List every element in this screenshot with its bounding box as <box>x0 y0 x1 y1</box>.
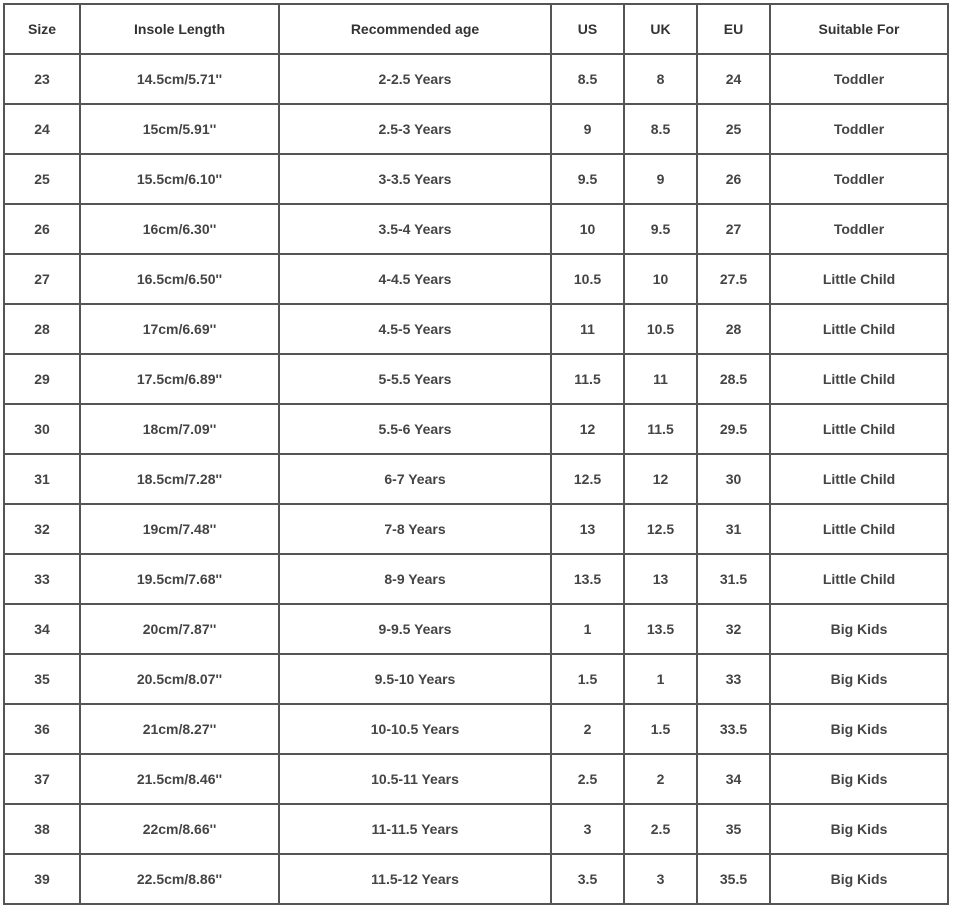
cell-us: 8.5 <box>552 55 625 105</box>
cell-us: 2.5 <box>552 755 625 805</box>
table-row <box>5 655 949 705</box>
cell-size: 29 <box>5 355 81 405</box>
table-row <box>5 305 949 355</box>
cell-size: 38 <box>5 805 81 855</box>
cell-size: 35 <box>5 655 81 705</box>
cell-us: 1.5 <box>552 655 625 705</box>
cell-eu: 26 <box>698 155 771 205</box>
cell-size: 27 <box>5 255 81 305</box>
cell-uk: 9 <box>625 155 698 205</box>
cell-insole-length: 20.5cm/8.07'' <box>81 655 280 705</box>
cell-suitable-for: Toddler <box>771 105 949 155</box>
cell-insole-length: 22.5cm/8.86'' <box>81 855 280 905</box>
cell-eu: 25 <box>698 105 771 155</box>
cell-us: 9 <box>552 105 625 155</box>
header-insole-length: Insole Length <box>81 5 280 55</box>
size-chart-container <box>3 3 949 905</box>
cell-recommended-age: 4-4.5 Years <box>280 255 552 305</box>
table-row <box>5 205 949 255</box>
cell-suitable-for: Little Child <box>771 555 949 605</box>
cell-recommended-age: 8-9 Years <box>280 555 552 605</box>
cell-recommended-age: 3-3.5 Years <box>280 155 552 205</box>
cell-suitable-for: Big Kids <box>771 705 949 755</box>
cell-eu: 27 <box>698 205 771 255</box>
cell-insole-length: 21cm/8.27'' <box>81 705 280 755</box>
cell-uk: 8 <box>625 55 698 105</box>
table-row <box>5 455 949 505</box>
cell-insole-length: 18cm/7.09'' <box>81 405 280 455</box>
cell-us: 3.5 <box>552 855 625 905</box>
cell-eu: 33.5 <box>698 705 771 755</box>
table-row <box>5 805 949 855</box>
cell-recommended-age: 5.5-6 Years <box>280 405 552 455</box>
cell-eu: 33 <box>698 655 771 705</box>
cell-suitable-for: Big Kids <box>771 855 949 905</box>
cell-insole-length: 14.5cm/5.71'' <box>81 55 280 105</box>
cell-uk: 2 <box>625 755 698 805</box>
cell-recommended-age: 11-11.5 Years <box>280 805 552 855</box>
cell-insole-length: 16.5cm/6.50'' <box>81 255 280 305</box>
header-uk: UK <box>625 5 698 55</box>
cell-recommended-age: 9.5-10 Years <box>280 655 552 705</box>
table-row <box>5 555 949 605</box>
cell-insole-length: 17cm/6.69'' <box>81 305 280 355</box>
cell-size: 33 <box>5 555 81 605</box>
cell-us: 13.5 <box>552 555 625 605</box>
cell-recommended-age: 9-9.5 Years <box>280 605 552 655</box>
cell-us: 12.5 <box>552 455 625 505</box>
table-row <box>5 505 949 555</box>
cell-uk: 13 <box>625 555 698 605</box>
table-row <box>5 255 949 305</box>
cell-recommended-age: 10.5-11 Years <box>280 755 552 805</box>
table-row <box>5 155 949 205</box>
cell-recommended-age: 2-2.5 Years <box>280 55 552 105</box>
cell-size: 25 <box>5 155 81 205</box>
cell-size: 39 <box>5 855 81 905</box>
header-size: Size <box>5 5 81 55</box>
cell-eu: 31 <box>698 505 771 555</box>
cell-size: 37 <box>5 755 81 805</box>
cell-uk: 10 <box>625 255 698 305</box>
header-row <box>5 5 949 55</box>
cell-eu: 35 <box>698 805 771 855</box>
cell-suitable-for: Big Kids <box>771 805 949 855</box>
cell-eu: 32 <box>698 605 771 655</box>
cell-recommended-age: 7-8 Years <box>280 505 552 555</box>
cell-uk: 11.5 <box>625 405 698 455</box>
header-suitable-for: Suitable For <box>771 5 949 55</box>
cell-us: 1 <box>552 605 625 655</box>
header-recommended-age: Recommended age <box>280 5 552 55</box>
cell-insole-length: 22cm/8.66'' <box>81 805 280 855</box>
table-row <box>5 105 949 155</box>
cell-recommended-age: 10-10.5 Years <box>280 705 552 755</box>
cell-insole-length: 15cm/5.91'' <box>81 105 280 155</box>
cell-recommended-age: 6-7 Years <box>280 455 552 505</box>
cell-eu: 30 <box>698 455 771 505</box>
cell-eu: 24 <box>698 55 771 105</box>
cell-eu: 28 <box>698 305 771 355</box>
cell-uk: 12.5 <box>625 505 698 555</box>
cell-eu: 34 <box>698 755 771 805</box>
cell-us: 11.5 <box>552 355 625 405</box>
cell-size: 31 <box>5 455 81 505</box>
cell-uk: 2.5 <box>625 805 698 855</box>
cell-size: 30 <box>5 405 81 455</box>
cell-uk: 11 <box>625 355 698 405</box>
cell-size: 26 <box>5 205 81 255</box>
table-row <box>5 855 949 905</box>
table-row <box>5 55 949 105</box>
cell-us: 12 <box>552 405 625 455</box>
cell-suitable-for: Little Child <box>771 505 949 555</box>
table-row <box>5 605 949 655</box>
cell-insole-length: 20cm/7.87'' <box>81 605 280 655</box>
cell-insole-length: 19.5cm/7.68'' <box>81 555 280 605</box>
cell-eu: 31.5 <box>698 555 771 605</box>
cell-uk: 8.5 <box>625 105 698 155</box>
cell-recommended-age: 11.5-12 Years <box>280 855 552 905</box>
table-row <box>5 405 949 455</box>
cell-size: 23 <box>5 55 81 105</box>
table-body <box>5 55 949 905</box>
cell-us: 13 <box>552 505 625 555</box>
cell-us: 9.5 <box>552 155 625 205</box>
cell-recommended-age: 4.5-5 Years <box>280 305 552 355</box>
cell-suitable-for: Toddler <box>771 155 949 205</box>
cell-insole-length: 15.5cm/6.10'' <box>81 155 280 205</box>
cell-suitable-for: Big Kids <box>771 655 949 705</box>
table-row <box>5 705 949 755</box>
cell-recommended-age: 5-5.5 Years <box>280 355 552 405</box>
cell-us: 3 <box>552 805 625 855</box>
cell-us: 2 <box>552 705 625 755</box>
cell-suitable-for: Little Child <box>771 405 949 455</box>
cell-us: 10 <box>552 205 625 255</box>
cell-suitable-for: Big Kids <box>771 755 949 805</box>
cell-insole-length: 21.5cm/8.46'' <box>81 755 280 805</box>
cell-recommended-age: 3.5-4 Years <box>280 205 552 255</box>
cell-uk: 9.5 <box>625 205 698 255</box>
table-row <box>5 355 949 405</box>
cell-size: 34 <box>5 605 81 655</box>
cell-recommended-age: 2.5-3 Years <box>280 105 552 155</box>
cell-eu: 27.5 <box>698 255 771 305</box>
cell-suitable-for: Little Child <box>771 255 949 305</box>
cell-suitable-for: Toddler <box>771 205 949 255</box>
cell-suitable-for: Little Child <box>771 305 949 355</box>
cell-eu: 29.5 <box>698 405 771 455</box>
cell-suitable-for: Big Kids <box>771 605 949 655</box>
cell-us: 11 <box>552 305 625 355</box>
cell-size: 36 <box>5 705 81 755</box>
cell-size: 28 <box>5 305 81 355</box>
cell-uk: 1.5 <box>625 705 698 755</box>
size-chart-table <box>3 3 949 905</box>
cell-insole-length: 19cm/7.48'' <box>81 505 280 555</box>
cell-uk: 10.5 <box>625 305 698 355</box>
header-eu: EU <box>698 5 771 55</box>
cell-insole-length: 18.5cm/7.28'' <box>81 455 280 505</box>
cell-suitable-for: Little Child <box>771 355 949 405</box>
cell-uk: 12 <box>625 455 698 505</box>
cell-suitable-for: Little Child <box>771 455 949 505</box>
cell-suitable-for: Toddler <box>771 55 949 105</box>
cell-uk: 3 <box>625 855 698 905</box>
header-us: US <box>552 5 625 55</box>
cell-size: 24 <box>5 105 81 155</box>
cell-uk: 13.5 <box>625 605 698 655</box>
cell-insole-length: 16cm/6.30'' <box>81 205 280 255</box>
cell-eu: 28.5 <box>698 355 771 405</box>
cell-size: 32 <box>5 505 81 555</box>
cell-uk: 1 <box>625 655 698 705</box>
cell-insole-length: 17.5cm/6.89'' <box>81 355 280 405</box>
cell-us: 10.5 <box>552 255 625 305</box>
table-row <box>5 755 949 805</box>
cell-eu: 35.5 <box>698 855 771 905</box>
